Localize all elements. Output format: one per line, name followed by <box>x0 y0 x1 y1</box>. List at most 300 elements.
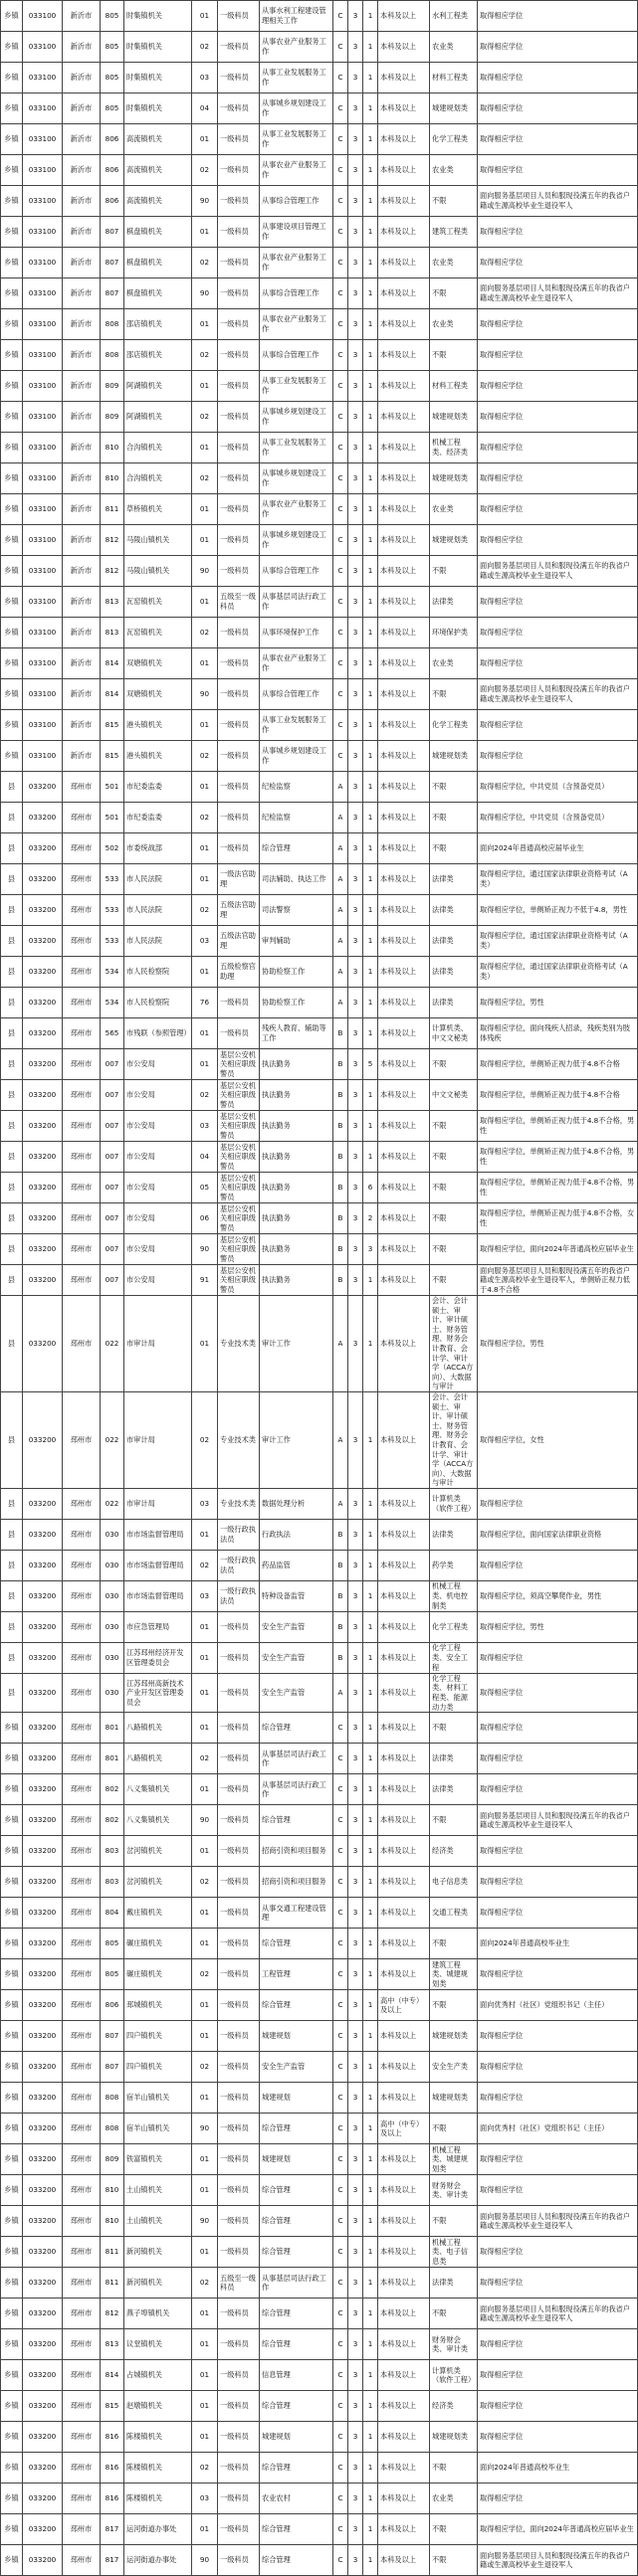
table-cell: 纪检监察 <box>260 772 333 803</box>
table-cell: 033200 <box>23 1867 63 1898</box>
table-cell: 从事综合管理工作 <box>260 278 333 309</box>
table-row <box>1 1990 638 2021</box>
table-cell: 1 <box>363 2175 378 2206</box>
table-cell: 取得相应学位，单侧矫正视力不低于4.8，男性 <box>478 895 638 926</box>
table-cell: 本科及以上 <box>378 864 430 895</box>
table-cell: 邳州市 <box>63 2083 101 2114</box>
table-cell: 1 <box>363 1018 378 1049</box>
table-cell: 司法辅助、执达工作 <box>260 864 333 895</box>
table-cell: 市纪委监委 <box>124 772 192 803</box>
table-cell: B <box>333 1142 348 1173</box>
table-cell: 1 <box>363 587 378 618</box>
table-cell: 审判辅助 <box>260 926 333 957</box>
table-cell: 新沂市 <box>63 340 101 371</box>
table-cell: 市公安局 <box>124 1234 192 1265</box>
table-cell: 综合管理 <box>260 2391 333 2422</box>
table-cell: 审计工作 <box>260 1296 333 1392</box>
table-cell: 033200 <box>23 1391 63 1488</box>
table-cell: 专业技术类 <box>218 1391 260 1488</box>
table-cell: 810 <box>101 2175 124 2206</box>
table-cell: 810 <box>101 2206 124 2237</box>
table-cell: 一级科员 <box>218 1836 260 1867</box>
table-cell: C <box>333 2545 348 2576</box>
table-cell: 五级法官助理 <box>218 926 260 957</box>
table-row <box>1 2299 638 2329</box>
table-cell: 01 <box>192 1929 218 1959</box>
table-cell: 陈楼镇机关 <box>124 2422 192 2453</box>
table-cell: 法律类 <box>430 957 478 988</box>
table-cell: 本科及以上 <box>378 2545 430 2576</box>
table-cell: 综合管理 <box>260 2175 333 2206</box>
table-cell: 从事城乡规划建设工作 <box>260 525 333 556</box>
table-cell: 取得相应学位，通过国家法律职业资格考试（A类） <box>478 957 638 988</box>
table-row <box>1 2144 638 2175</box>
table-cell: 时集镇机关 <box>124 63 192 93</box>
table-cell: 邳州市 <box>63 2268 101 2299</box>
table-cell: 1 <box>363 2545 378 2576</box>
table-cell: 邳州市 <box>63 1673 101 1712</box>
table-cell: 从事综合管理工作 <box>260 340 333 371</box>
table-row <box>1 2052 638 2083</box>
table-cell: 面向服务基层项目人员和服现役满五年的我省户籍或生源高校毕业生退役军人，单侧矫正视力低于4.8不合格 <box>478 1265 638 1296</box>
table-cell: C <box>333 93 348 124</box>
table-cell: 市市场监督管理局 <box>124 1580 192 1611</box>
table-cell: 棋盘镇机关 <box>124 248 192 278</box>
table-cell: 033100 <box>23 124 63 155</box>
table-cell: C <box>333 741 348 772</box>
table-cell: 合沟镇机关 <box>124 463 192 494</box>
table-cell: 新沂市 <box>63 371 101 402</box>
table-cell: 土山镇机关 <box>124 2175 192 2206</box>
table-cell: 农业类 <box>430 155 478 186</box>
table-cell: 执法勤务 <box>260 1173 333 1203</box>
table-cell: 不限 <box>430 2114 478 2144</box>
table-cell: 01 <box>192 2083 218 2114</box>
table-cell: 02 <box>192 1391 218 1488</box>
table-cell: 一级科员 <box>218 803 260 833</box>
table-cell: 市市场监督管理局 <box>124 1519 192 1550</box>
table-cell: 5 <box>363 1049 378 1080</box>
table-cell: 新沂市 <box>63 217 101 248</box>
table-cell: 813 <box>101 618 124 648</box>
table-cell: A <box>333 1488 348 1519</box>
table-cell: 从事水利工程建设管理相关工作 <box>260 1 333 32</box>
table-cell: 邳州市 <box>63 1234 101 1265</box>
table-cell: 一级科员 <box>218 2422 260 2453</box>
table-cell: 农业类 <box>430 248 478 278</box>
table-cell: 机械工程类、经济类 <box>430 433 478 463</box>
table-cell: 01 <box>192 648 218 679</box>
table-cell: 农业类 <box>430 2484 478 2514</box>
table-row <box>1 2206 638 2237</box>
table-cell: 邳州市 <box>63 1296 101 1392</box>
table-cell: 邳州市 <box>63 1550 101 1580</box>
table-cell: 双塘镇机关 <box>124 679 192 710</box>
table-cell: 804 <box>101 1898 124 1929</box>
table-cell: C <box>333 556 348 587</box>
table-cell: 033100 <box>23 93 63 124</box>
table-cell: 033100 <box>23 587 63 618</box>
table-cell: 新沂市 <box>63 463 101 494</box>
table-cell: 03 <box>192 2484 218 2514</box>
table-cell: 市公安局 <box>124 1203 192 1234</box>
table-cell: 取得相应学位 <box>478 2360 638 2391</box>
table-cell: 3 <box>348 2453 363 2484</box>
table-cell: 1 <box>363 2484 378 2514</box>
table-cell: 取得相应学位，通过国家法律职业资格考试（A类） <box>478 926 638 957</box>
table-cell: 806 <box>101 1990 124 2021</box>
table-cell: 1 <box>363 2299 378 2329</box>
table-cell: 90 <box>192 2206 218 2237</box>
table-cell: 一级科员 <box>218 1611 260 1642</box>
table-cell: 033200 <box>23 1642 63 1673</box>
table-cell: 本科及以上 <box>378 2299 430 2329</box>
table-cell: 新河镇机关 <box>124 2268 192 2299</box>
table-cell: 02 <box>192 340 218 371</box>
table-cell: 县 <box>1 1519 23 1550</box>
table-cell: B <box>333 1611 348 1642</box>
table-cell: 邳州市 <box>63 895 101 926</box>
table-cell: 01 <box>192 433 218 463</box>
table-cell: 1 <box>363 186 378 217</box>
table-cell: 面向优秀村（社区）党组织书记（主任） <box>478 2114 638 2144</box>
table-cell: 取得相应学位 <box>478 2052 638 2083</box>
table-cell: C <box>333 2391 348 2422</box>
table-cell: 综合管理 <box>260 1990 333 2021</box>
table-cell: 从事工业发展服务工作 <box>260 63 333 93</box>
table-cell: 1 <box>363 2021 378 2052</box>
table-cell: 033200 <box>23 1049 63 1080</box>
table-cell: 1 <box>363 525 378 556</box>
table-row <box>1 2083 638 2114</box>
table-cell: 取得相应学位 <box>478 1836 638 1867</box>
table-cell: 本科及以上 <box>378 2422 430 2453</box>
table-cell: 807 <box>101 248 124 278</box>
table-row <box>1 556 638 587</box>
table-cell: 化学工程类 <box>430 1611 478 1642</box>
table-cell: 占城镇机关 <box>124 2360 192 2391</box>
table-cell: 033200 <box>23 2237 63 2268</box>
table-cell: 取得相应学位 <box>478 124 638 155</box>
table-cell: 安全生产监管 <box>260 2052 333 2083</box>
table-cell: 033100 <box>23 217 63 248</box>
table-cell: 邳州市 <box>63 1836 101 1867</box>
table-cell: 邳州市 <box>63 2514 101 2545</box>
table-cell: 本科及以上 <box>378 1580 430 1611</box>
table-cell: C <box>333 463 348 494</box>
table-cell: 033100 <box>23 710 63 741</box>
table-cell: 1 <box>363 309 378 340</box>
table-row <box>1 2453 638 2484</box>
table-row <box>1 2175 638 2206</box>
table-cell: B <box>333 1018 348 1049</box>
table-cell: 一级科员 <box>218 1 260 32</box>
table-cell: 本科及以上 <box>378 587 430 618</box>
table-cell: 乡镇 <box>1 2237 23 2268</box>
table-cell: 法律类 <box>430 864 478 895</box>
table-cell: 033100 <box>23 248 63 278</box>
table-cell: C <box>333 587 348 618</box>
table-cell: 806 <box>101 186 124 217</box>
table-cell: 乡镇 <box>1 2422 23 2453</box>
table-cell: 3 <box>348 1836 363 1867</box>
table-cell: 811 <box>101 494 124 525</box>
table-cell: 3 <box>348 124 363 155</box>
table-cell: 陈楼镇机关 <box>124 2484 192 2514</box>
table-cell: 邳州市 <box>63 1142 101 1173</box>
table-cell: 01 <box>192 2422 218 2453</box>
table-cell: 岔河镇机关 <box>124 1867 192 1898</box>
table-cell: C <box>333 217 348 248</box>
table-cell: 从事建设项目管理工作 <box>260 217 333 248</box>
table-cell: 本科及以上 <box>378 463 430 494</box>
table-cell: 港头镇机关 <box>124 710 192 741</box>
table-cell: 取得相应学位 <box>478 1642 638 1673</box>
table-cell: 乡镇 <box>1 1774 23 1805</box>
table-cell: 805 <box>101 1929 124 1959</box>
table-cell: 邳州市 <box>63 1642 101 1673</box>
table-cell: 从事农业产业服务工作 <box>260 248 333 278</box>
table-row <box>1 648 638 679</box>
table-cell: 1 <box>363 248 378 278</box>
table-row <box>1 1642 638 1673</box>
table-cell: 农业类 <box>430 309 478 340</box>
table-cell: 县 <box>1 1111 23 1142</box>
table-cell: 033200 <box>23 1234 63 1265</box>
table-cell: 新沂市 <box>63 402 101 433</box>
table-cell: 一级科员 <box>218 402 260 433</box>
table-cell: 3 <box>348 957 363 988</box>
table-cell: 交通工程类 <box>430 1898 478 1929</box>
table-cell: 1 <box>363 1080 378 1111</box>
table-cell: 取得相应学位，单侧矫正视力低于4.8不合格 <box>478 1080 638 1111</box>
table-cell: 执法勤务 <box>260 1049 333 1080</box>
table-cell: 一级科员 <box>218 155 260 186</box>
table-cell: 不限 <box>430 1990 478 2021</box>
table-cell: 一级科员 <box>218 741 260 772</box>
table-cell: 一级科员 <box>218 710 260 741</box>
table-cell: 从事工业发展服务工作 <box>260 124 333 155</box>
table-cell: 本科及以上 <box>378 2329 430 2360</box>
table-cell: 瓦窑镇机关 <box>124 587 192 618</box>
table-cell: 从事基层司法行政工作 <box>260 2268 333 2299</box>
table-cell: 3 <box>348 525 363 556</box>
table-cell: 033200 <box>23 1929 63 1959</box>
table-cell: 01 <box>192 1898 218 1929</box>
table-cell: 本科及以上 <box>378 2144 430 2175</box>
table-cell: 高流镇机关 <box>124 124 192 155</box>
table-cell: 四户镇机关 <box>124 2052 192 2083</box>
table-cell: 新沂市 <box>63 556 101 587</box>
table-cell: B <box>333 1519 348 1550</box>
table-cell: 502 <box>101 833 124 864</box>
table-cell: 从事工业发展服务工作 <box>260 710 333 741</box>
table-cell: 取得相应学位，中共党员（含预备党员） <box>478 803 638 833</box>
table-cell: 新沂市 <box>63 618 101 648</box>
table-cell: 01 <box>192 2175 218 2206</box>
table-cell: 县 <box>1 1018 23 1049</box>
table-cell: 01 <box>192 1296 218 1392</box>
table-cell: 邳州市 <box>63 1111 101 1142</box>
table-cell: 化学工程类、材料工程类、能源动力类 <box>430 1673 478 1712</box>
table-row <box>1 1898 638 1929</box>
table-cell: 01 <box>192 587 218 618</box>
table-cell: 取得相应学位 <box>478 2175 638 2206</box>
table-cell: 030 <box>101 1642 124 1673</box>
table-cell: 邳州市 <box>63 2484 101 2514</box>
table-cell: 3 <box>363 1234 378 1265</box>
table-cell: 基层公安机关相应职级警员 <box>218 1265 260 1296</box>
table-cell: 乡镇 <box>1 2391 23 2422</box>
table-cell: 本科及以上 <box>378 895 430 926</box>
table-cell: C <box>333 2114 348 2144</box>
table-cell: 3 <box>348 463 363 494</box>
table-cell: 本科及以上 <box>378 988 430 1018</box>
table-cell: 市公安局 <box>124 1265 192 1296</box>
table-cell: 取得相应学位 <box>478 1867 638 1898</box>
table-cell: 从事基层司法行政工作 <box>260 587 333 618</box>
table-cell: 033100 <box>23 32 63 63</box>
table-cell: 一级科员 <box>218 772 260 803</box>
table-cell: 不限 <box>430 1929 478 1959</box>
table-cell: 805 <box>101 1959 124 1990</box>
table-cell: 县 <box>1 1550 23 1580</box>
table-cell: A <box>333 1391 348 1488</box>
table-cell: 本科及以上 <box>378 926 430 957</box>
table-cell: 高流镇机关 <box>124 186 192 217</box>
table-cell: 3 <box>348 2206 363 2237</box>
table-cell: 033200 <box>23 1990 63 2021</box>
table-cell: 01 <box>192 833 218 864</box>
table-cell: 3 <box>348 1142 363 1173</box>
table-cell: 本科及以上 <box>378 2453 430 2484</box>
table-cell: 033200 <box>23 2114 63 2144</box>
table-cell: 不限 <box>430 1173 478 1203</box>
table-cell: 安全生产类 <box>430 2052 478 2083</box>
table-row <box>1 2360 638 2391</box>
table-cell: 乡镇 <box>1 155 23 186</box>
table-cell: 不限 <box>430 186 478 217</box>
table-cell: 2 <box>363 1203 378 1234</box>
table-cell: 综合管理 <box>260 2114 333 2144</box>
table-cell: 合沟镇机关 <box>124 433 192 463</box>
table-cell: 县 <box>1 988 23 1018</box>
table-cell: 3 <box>348 864 363 895</box>
table-cell: 面向服务基层项目人员和服现役满五年的我省户籍或生源高校毕业生退役军人 <box>478 2545 638 2576</box>
table-cell: 01 <box>192 1611 218 1642</box>
table-cell: 市人民法院 <box>124 864 192 895</box>
table-cell: 816 <box>101 2484 124 2514</box>
table-cell: 取得相应学位，单侧矫正视力低于4.8不合格 <box>478 1049 638 1080</box>
table-cell: 本科及以上 <box>378 2268 430 2299</box>
table-cell: 协助检察工作 <box>260 988 333 1018</box>
table-cell: 邳州市 <box>63 1929 101 1959</box>
table-cell: 县 <box>1 926 23 957</box>
table-cell: 邳州市 <box>63 2360 101 2391</box>
table-cell: 一级科员 <box>218 1673 260 1712</box>
table-cell: 取得相应学位 <box>478 63 638 93</box>
table-cell: 不限 <box>430 1234 478 1265</box>
table-cell: 一级科员 <box>218 1018 260 1049</box>
table-cell: 3 <box>348 772 363 803</box>
table-cell: 碾庄镇机关 <box>124 1959 192 1990</box>
table-cell: 高流镇机关 <box>124 155 192 186</box>
table-cell: 本科及以上 <box>378 2514 430 2545</box>
table-cell: 从事综合管理工作 <box>260 679 333 710</box>
table-cell: 533 <box>101 895 124 926</box>
table-cell: 一级科员 <box>218 340 260 371</box>
table-cell: 3 <box>348 1519 363 1550</box>
table-cell: 市公安局 <box>124 1111 192 1142</box>
table-cell: B <box>333 1265 348 1296</box>
table-row <box>1 2484 638 2514</box>
table-cell: 市残联（参照管理） <box>124 1018 192 1049</box>
table-cell: C <box>333 2329 348 2360</box>
table-cell: 3 <box>348 1265 363 1296</box>
table-cell: 803 <box>101 1867 124 1898</box>
table-cell: 时集镇机关 <box>124 93 192 124</box>
table-cell: 邳州市 <box>63 1018 101 1049</box>
table-cell: 533 <box>101 926 124 957</box>
table-cell: 一级科员 <box>218 1774 260 1805</box>
table-cell: 执法勤务 <box>260 1111 333 1142</box>
table-cell: 新沂市 <box>63 433 101 463</box>
table-cell: 1 <box>363 2329 378 2360</box>
table-row <box>1 957 638 988</box>
table-cell: 取得相应学位 <box>478 217 638 248</box>
table-row <box>1 309 638 340</box>
table-row <box>1 463 638 494</box>
table-cell: 取得相应学位 <box>478 741 638 772</box>
table-cell: 一级科员 <box>218 2021 260 2052</box>
table-cell: 计算机类（软件工程） <box>430 1488 478 1519</box>
table-cell: 马陵山镇机关 <box>124 556 192 587</box>
table-cell: 3 <box>348 1049 363 1080</box>
table-cell: 一级科员 <box>218 278 260 309</box>
table-cell: 本科及以上 <box>378 2083 430 2114</box>
table-cell: 01 <box>192 309 218 340</box>
table-cell: 033200 <box>23 2268 63 2299</box>
table-cell: 新沂市 <box>63 248 101 278</box>
table-cell: 一级科员 <box>218 618 260 648</box>
table-cell: 本科及以上 <box>378 1929 430 1959</box>
table-cell: 县 <box>1 1611 23 1642</box>
table-cell: 乡镇 <box>1 248 23 278</box>
table-cell: 1 <box>363 433 378 463</box>
table-cell: 3 <box>348 278 363 309</box>
table-cell: 01 <box>192 772 218 803</box>
table-row <box>1 32 638 63</box>
table-cell: 综合管理 <box>260 2514 333 2545</box>
table-cell: 城建规划类 <box>430 525 478 556</box>
table-cell: 1 <box>363 1774 378 1805</box>
table-cell: 本科及以上 <box>378 1805 430 1836</box>
table-cell: 501 <box>101 772 124 803</box>
table-cell: 农业类 <box>430 648 478 679</box>
table-cell: 022 <box>101 1296 124 1392</box>
table-row <box>1 494 638 525</box>
table-cell: 一级科员 <box>218 1642 260 1673</box>
table-row <box>1 2237 638 2268</box>
table-cell: 3 <box>348 1611 363 1642</box>
table-row <box>1 710 638 741</box>
table-cell: 1 <box>363 1642 378 1673</box>
table-cell: 033100 <box>23 278 63 309</box>
table-cell: 本科及以上 <box>378 1611 430 1642</box>
table-cell: 本科及以上 <box>378 1173 430 1203</box>
table-cell: 法律类 <box>430 1774 478 1805</box>
table-cell: 01 <box>192 2360 218 2391</box>
